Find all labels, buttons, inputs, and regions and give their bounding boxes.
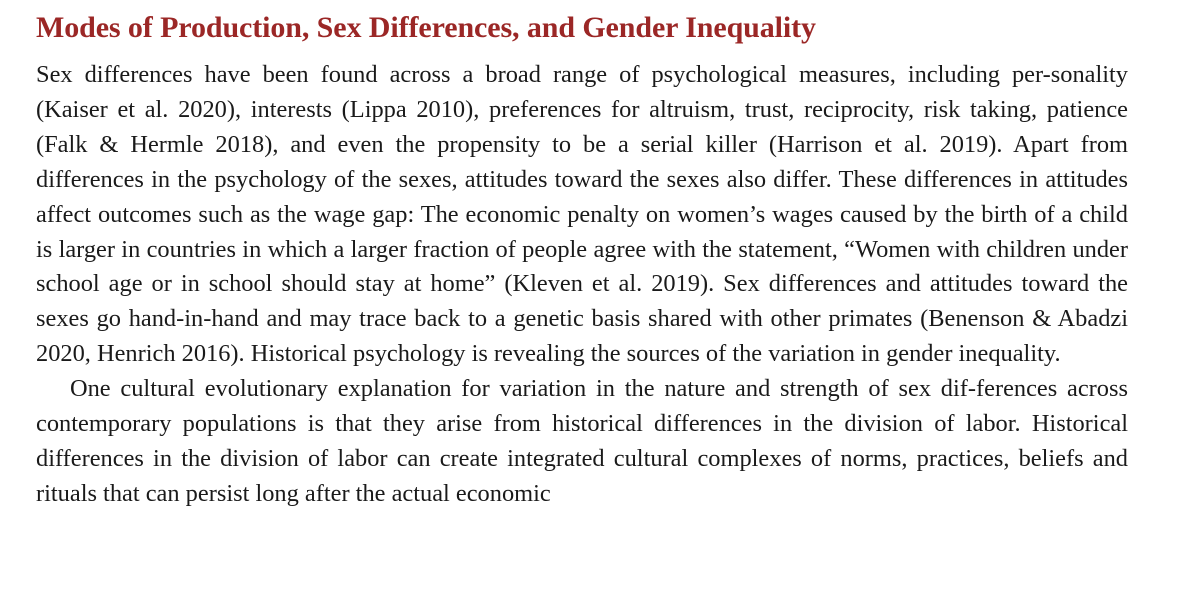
paragraph-2: One cultural evolutionary explanation for variation in the nature and strength of sex dif-ferences across contemporary populations is that they arise from historical differences in the division of labor. Historical differences in the division of labor can create integrated cultural complexes of norms, practices, beliefs and rituals that can persist long after the actual economic — [36, 375, 1128, 507]
paragraph-1: Sex differences have been found across a broad range of psychological measures, including per-sonality (Kaiser et al. 2020), interests (Lippa 2010), preferences for altruism, trust, reciprocity, risk taking, patience (Falk & Hermle 2018), and even the propensity to be a serial killer (Harrison et al. 2019). Apart from differences in the psychology of the sexes, attitudes toward the sexes also differ. These differences in attitudes affect outcomes such as the wage gap: The economic penalty on women’s wages caused by the birth of a child is larger in countries in which a larger fraction of people agree with the statement, “Women with children under school age or in school should stay at home” (Kleven et al. 2019). Sex differences and attitudes toward the sexes go hand-in-hand and may trace back to a genetic basis shared with other primates (Benenson & Abadzi 2020, Henrich 2016). Historical psychology is revealing the sources of the variation in gender inequality. — [36, 61, 1128, 368]
article-page — [36, 8, 1128, 512]
section-heading: Modes of Production, Sex Differences, and Gender Inequality — [36, 11, 816, 44]
